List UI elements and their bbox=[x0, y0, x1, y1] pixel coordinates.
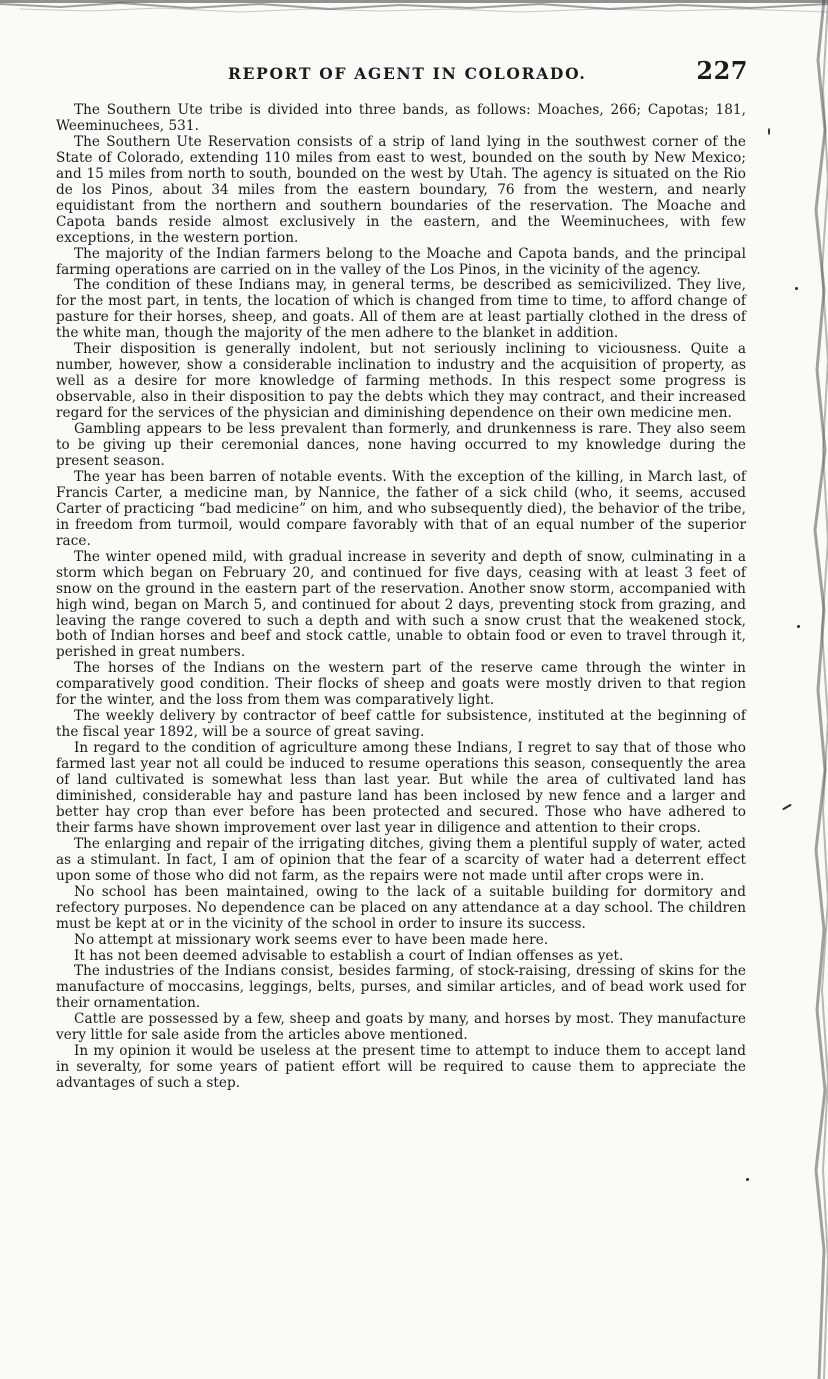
right-edge-scan-noise bbox=[794, 0, 828, 1379]
paragraph-horses: The horses of the Indians on the western part of the reserve came through the winter in comparatively good condition. Their flocks of sheep and goats were mostly driven to that region for the winter, and the loss from them was comparatively light. bbox=[56, 660, 746, 709]
paragraph-events: The year has been barren of notable events. With the exception of the killing, in March last, of Francis Carter, a medicine man, by Nannice, the father of a sick child (who, it seems, accused Carter of practicing “bad medicine” on him, and who subsequently died), the behavior of the tribe, in freedom from turmoil, would compare favorably with that of an equal number of the superior race. bbox=[56, 468, 746, 549]
paragraph-farmers: The majority of the Indian farmers belong to the Moache and Capota bands, and the principal farming operations are carried on in the valley of the Los Pinos, in the vicinity of the agency. bbox=[56, 245, 746, 278]
ink-speck bbox=[768, 128, 770, 135]
ink-speck bbox=[782, 804, 792, 811]
paragraph-beef-delivery: The weekly delivery by contractor of beef cattle for subsistence, instituted at the beginning of the fiscal year 1892, will be a source of great saving. bbox=[56, 708, 746, 741]
paragraph-winter: The winter opened mild, with gradual increase in severity and depth of snow, culminating in a storm which began on February 20, and continued for five days, ceasing with at least 3 feet of snow on the ground in the eastern part of the reservation. Another snow storm, accompanied with high wind, began on March 5, and continued for about 2 days, preventing stock from grazing, and leaving the range covered to such a depth and with such a snow crust that the weakened stock, both of Indian horses and beef and stock cattle, unable to obtain food or even to travel through it, perished in great numbers. bbox=[56, 548, 746, 661]
paragraph-missionary: No attempt at missionary work seems ever to have been made here. bbox=[74, 931, 549, 948]
paragraph-gambling: Gambling appears to be less prevalent than formerly, and drunkenness is rare. They also seem to be giving up their ceremonial dances, none having occurred to my knowledge during the present season. bbox=[56, 421, 746, 469]
top-edge-scan-noise bbox=[0, 0, 828, 16]
paragraph-severalty: In my opinion it would be useless at the present time to attempt to induce them to accept land in severalty, for some years of patient effort will be required to cause them to appreciate the advantages of such a step. bbox=[56, 1043, 746, 1092]
paragraph-school: No school has been maintained, owing to the lack of a suitable building for dormitory and refectory purposes. No dependence can be placed on any attendance at a day school. The children must be kept at or in the vicinity of the school in order to insure its success. bbox=[56, 883, 746, 932]
paragraph-livestock: Cattle are possessed by a few, sheep and goats by many, and horses by most. They manufacture very little for sale aside from the articles above mentioned. bbox=[56, 1011, 746, 1044]
running-title: REPORT OF AGENT IN COLORADO. bbox=[228, 64, 587, 83]
page-number: 227 bbox=[696, 56, 748, 85]
paragraph-bands: The Southern Ute tribe is divided into three bands, as follows: Moaches, 266; Capotas; 181, Weeminuchees, 531. bbox=[56, 102, 746, 134]
body-text bbox=[56, 103, 746, 1092]
paragraph-irrigation: The enlarging and repair of the irrigating ditches, giving them a plentiful supply of water, acted as a stimulant. In fact, I am of opinion that the fear of a scarcity of water had a deterrent effect upon some of those who did not farm, as the repairs were not made until after crops were in. bbox=[56, 835, 746, 884]
ink-speck bbox=[797, 625, 800, 628]
ink-speck bbox=[746, 1178, 749, 1181]
ink-speck bbox=[795, 287, 798, 290]
paragraph-industries: The industries of the Indians consist, besides farming, of stock-raising, dressing of skins for the manufacture of moccasins, leggings, belts, purses, and similar articles, and of bead work used for their ornamentation. bbox=[56, 963, 746, 1012]
paragraph-court: It has not been deemed advisable to establish a court of Indian offenses as yet. bbox=[74, 947, 624, 964]
paragraph-condition: The condition of these Indians may, in general terms, be described as semicivilized. They live, for the most part, in tents, the location of which is changed from time to time, to afford change of pasture for their horses, sheep, and goats. All of them are at least partially clothed in the dress of the white man, though the majority of the men adhere to the blanket in addition. bbox=[56, 277, 746, 342]
paragraph-disposition: Their disposition is generally indolent, but not seriously inclining to viciousness. Quite a number, however, show a considerable inclination to industry and the acquisition of property, as well as a desire for more knowledge of farming methods. In this respect some progress is observable, also in their disposition to pay the debts which they may contract, and their increased regard for the services of the physician and diminishing dependence on their own medicine men. bbox=[56, 341, 746, 422]
page-header bbox=[40, 53, 752, 87]
paragraph-reservation: The Southern Ute Reservation consists of a strip of land lying in the southwest corner of the State of Colorado, extending 110 miles from east to west, bounded on the south by New Mexico; and 15 miles from north to south, bounded on the west by Utah. The agency is situated on the Rio de los Pinos, about 34 miles from the eastern boundary, 76 from the western, and nearly equidistant from the northern and southern boundaries of the reservation. The Moache and Capota bands reside almost exclusively in the eastern, and the Weeminuchees, with few exceptions, in the western portion. bbox=[56, 133, 746, 246]
paragraph-agriculture: In regard to the condition of agriculture among these Indians, I regret to say that of those who farmed last year not all could be induced to resume operations this season, consequently the area of land cultivated is somewhat less than last year. But while the area of cultivated land has diminished, considerable hay and pasture land has been inclosed by new fence and a larger and better hay crop than ever before has been protected and secured. Those who have adhered to their farms have shown improvement over last year in diligence and attention to their crops. bbox=[56, 740, 746, 836]
